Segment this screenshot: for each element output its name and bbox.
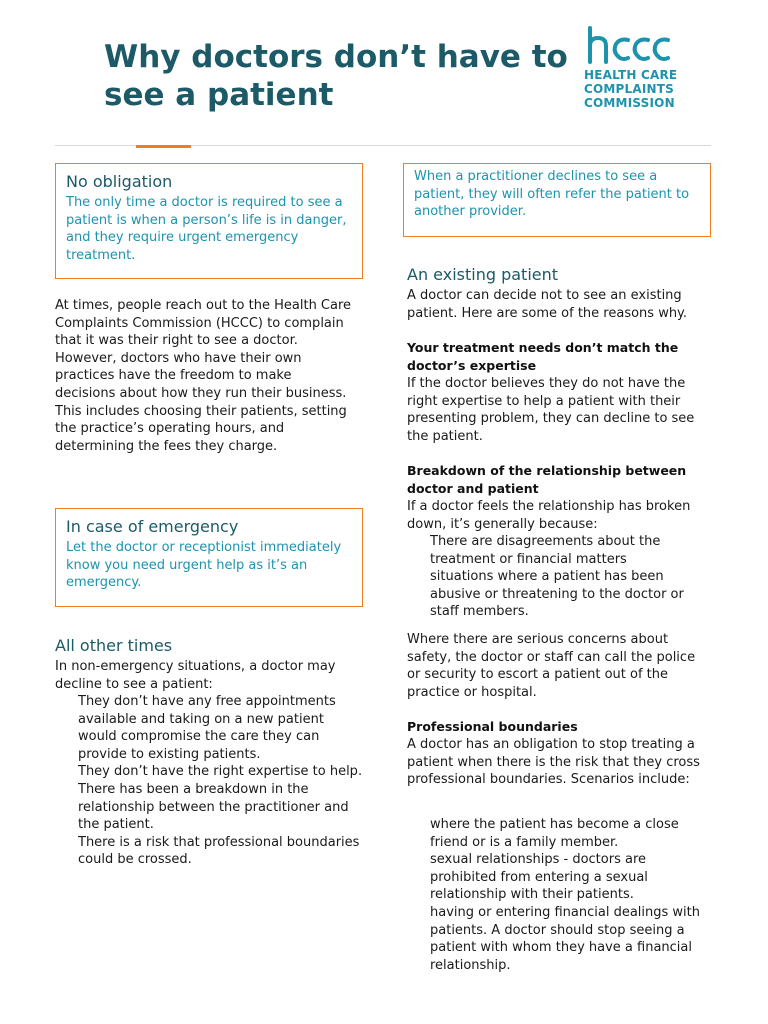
no-obligation-body: The only time a doctor is required to see a patient is when a person’s life is in danger, and they require urgent emergency treatment. (66, 195, 347, 263)
emergency-body: Let the doctor or receptionist immediately know you need urgent help as it’s an emergency. (66, 540, 342, 590)
logo-line-2: COMPLAINTS (584, 82, 675, 96)
no-obligation-box (55, 163, 363, 279)
list-item: sexual relationships - doctors are prohibited from entering a sexual relationship with their patients. (430, 852, 648, 903)
safety-paragraph: Where there are serious concerns about safety, the doctor or staff can call the police or security to escort a patient out of the practice or hospital. (407, 632, 696, 700)
other-times-heading: All other times (55, 636, 173, 655)
boundaries-body: A doctor has an obligation to stop treating a patient when there is the risk that they cross professional boundaries. Scenarios include: (407, 737, 700, 788)
hccc-logo-mark (584, 26, 676, 64)
breakdown-list (430, 533, 712, 621)
emergency-box (55, 508, 363, 607)
logo-line-1: HEALTH CARE (584, 68, 678, 82)
existing-patient-heading: An existing patient (407, 265, 559, 284)
header-accent-bar (136, 145, 191, 148)
boundaries-list (430, 816, 712, 974)
page-title: Why doctors don’t have to see a patient (104, 39, 568, 113)
list-item: where the patient has become a close friend or is a family member. (430, 817, 679, 850)
emergency-heading: In case of emergency (66, 517, 239, 536)
other-times-intro: In non-emergency situations, a doctor may decline to see a patient: (55, 659, 336, 692)
expertise-subheading: Your treatment needs don’t match the doctor’s expertise (407, 340, 679, 373)
existing-patient-intro: A doctor can decide not to see an existing patient. Here are some of the reasons why. (407, 288, 688, 321)
referral-box (403, 163, 711, 237)
logo-line-3: COMMISSION (584, 96, 675, 110)
list-item: There is a risk that professional boundaries could be crossed. (78, 834, 360, 868)
hccc-logo (584, 26, 714, 110)
referral-text: When a practitioner declines to see a patient, they will often refer the patient to another provider. (414, 169, 690, 219)
breakdown-body: If a doctor feels the relationship has broken down, it’s generally because: (407, 499, 691, 532)
boundaries-subheading: Professional boundaries (407, 719, 578, 734)
list-item: They don’t have any free appointments available and taking on a new patient would compromise the care they can provide to existing patients. (78, 694, 336, 762)
expertise-body: If the doctor believes they do not have the right expertise to help a patient with their presenting problem, they can decline to see the patient. (407, 376, 695, 444)
other-times-list (78, 693, 363, 869)
list-item: situations where a patient has been abusive or threatening to the doctor or staff members. (430, 569, 684, 620)
no-obligation-heading: No obligation (66, 172, 173, 191)
list-item: having or entering financial dealings with patients. A doctor should stop seeing a patient with whom they have a financial relationship. (430, 904, 700, 973)
list-item: There are disagreements about the treatment or financial matters (430, 534, 661, 567)
list-item: There has been a breakdown in the relationship between the practitioner and the patient. (78, 781, 349, 833)
list-item: They don’t have the right expertise to help. (78, 764, 363, 780)
intro-paragraph: At times, people reach out to the Health Care Complaints Commission (HCCC) to complain that it was their right to see a doctor. However, doctors who have their own practices have the freedom to make decisions about how they run their business. This includes choosing their patients, setting the practice’s operating hours, and determining the fees they charge. (55, 298, 352, 454)
logo-text (584, 68, 714, 110)
breakdown-subheading: Breakdown of the relationship between doctor and patient (407, 463, 687, 496)
